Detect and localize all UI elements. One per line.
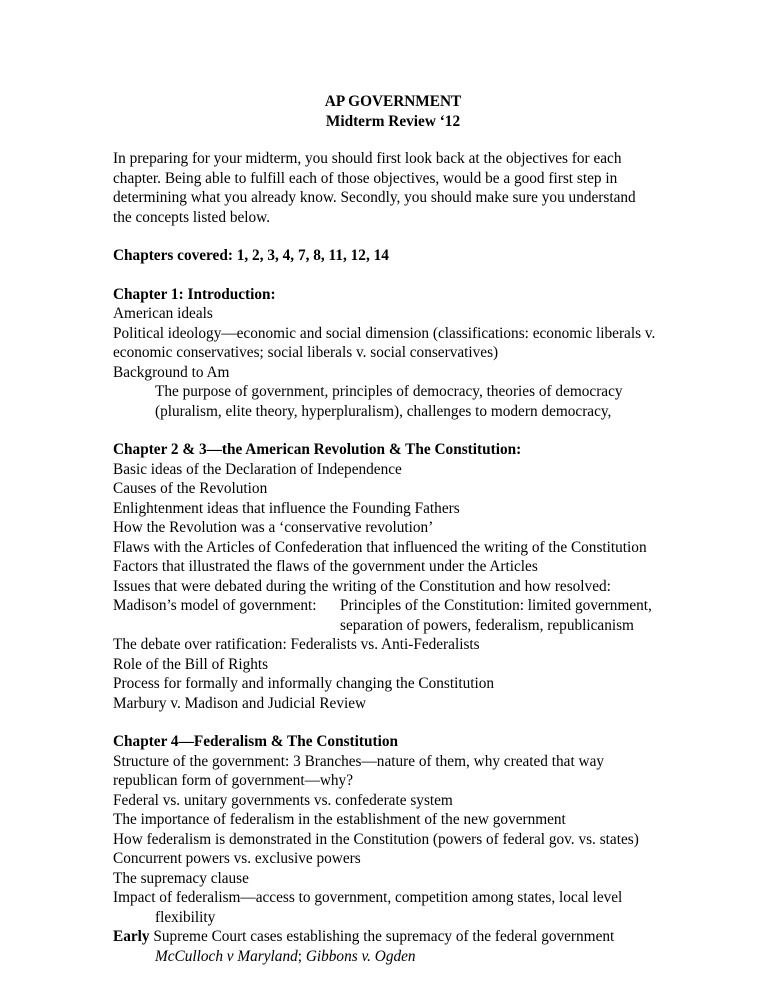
madison-label: Madison’s model of government: (113, 597, 317, 614)
title-block (113, 92, 673, 131)
list-item: Basic ideas of the Declaration of Independence (113, 460, 402, 478)
list-item: How federalism is demonstrated in the Constitution (powers of federal gov. vs. states) (113, 830, 639, 848)
list-item: The importance of federalism in the establishment of the new government (113, 811, 566, 828)
chapter-2-3-section (113, 440, 673, 713)
chapter-4-heading: Chapter 4—Federalism & The Constitution (113, 733, 398, 750)
intro-line: determining what you already know. Secondly, you should make sure you understand (113, 189, 636, 206)
early-cases-line (113, 927, 673, 947)
intro-line: In preparing for your midterm, you should first look back at the objectives for each (113, 150, 622, 167)
list-item: Impact of federalism—access to government, competition among states, local level (113, 889, 623, 906)
list-item: Background to Am (113, 363, 230, 381)
indented-item: flexibility (155, 908, 216, 926)
chapter-1-heading: Chapter 1: Introduction: (113, 285, 276, 303)
list-item: Concurrent powers vs. exclusive powers (113, 850, 361, 867)
early-text: Supreme Court cases establishing the supremacy of the federal government (149, 928, 615, 945)
document-page (113, 92, 673, 985)
document-title: AP GOVERNMENT (324, 93, 462, 110)
intro-line: chapter. Being able to fulfill each of those objectives, would be a good first step in (113, 169, 618, 187)
case-separator: ; (297, 947, 306, 965)
list-item: republican form of government—why? (113, 772, 353, 789)
list-item: Factors that illustrated the flaws of the government under the Articles (113, 558, 538, 575)
list-item: American ideals (113, 305, 213, 322)
list-item: economic conservatives; social liberals v. social conservatives) (113, 344, 499, 361)
list-item: The supremacy clause (113, 869, 249, 887)
chapter-4-section (113, 732, 673, 966)
list-item: Flaws with the Articles of Confederation that influenced the writing of the Constitution (113, 538, 647, 556)
chapter-1-section (113, 285, 673, 422)
chapters-covered: Chapters covered: 1, 2, 3, 4, 7, 8, 11, 12, 14 (113, 247, 389, 264)
cases-line (113, 947, 673, 967)
list-item: Issues that were debated during the writing of the Constitution and how resolved: (113, 577, 611, 595)
madison-model-row (113, 596, 673, 616)
list-item: Marbury v. Madison and Judicial Review (113, 694, 367, 712)
madison-principles: Principles of the Constitution: limited government, (340, 597, 652, 614)
case-gibbons: Gibbons v. Ogden (305, 947, 416, 965)
list-item: The debate over ratification: Federalists vs. Anti-Federalists (113, 636, 480, 653)
list-item: How the Revolution was a ‘conservative revolution’ (113, 519, 434, 536)
case-mcculloch: McCulloch v Maryland (155, 947, 298, 965)
list-item: Process for formally and informally changing the Constitution (113, 675, 495, 692)
early-label: Early (113, 928, 150, 945)
intro-line: the concepts listed below. (113, 208, 271, 226)
list-item: Causes of the Revolution (113, 480, 268, 497)
list-item: Role of the Bill of Rights (113, 655, 269, 673)
document-subtitle: Midterm Review ‘12 (325, 112, 461, 130)
indented-item: The purpose of government, principles of democracy, theories of democracy (155, 383, 623, 400)
intro-paragraph (113, 149, 673, 227)
list-item: Federal vs. unitary governments vs. confederate system (113, 791, 453, 809)
chapter-2-3-heading: Chapter 2 & 3—the American Revolution & The Constitution: (113, 441, 522, 458)
madison-principles-continued: separation of powers, federalism, republicanism (340, 616, 634, 634)
indented-item: (pluralism, elite theory, hyperpluralism), challenges to modern democracy, (155, 402, 612, 420)
list-item: Enlightenment ideas that influence the Founding Fathers (113, 499, 460, 517)
list-item: Structure of the government: 3 Branches—nature of them, why created that way (113, 752, 605, 770)
list-item: Political ideology—economic and social dimension (classifications: economic liberals v. (113, 324, 656, 342)
